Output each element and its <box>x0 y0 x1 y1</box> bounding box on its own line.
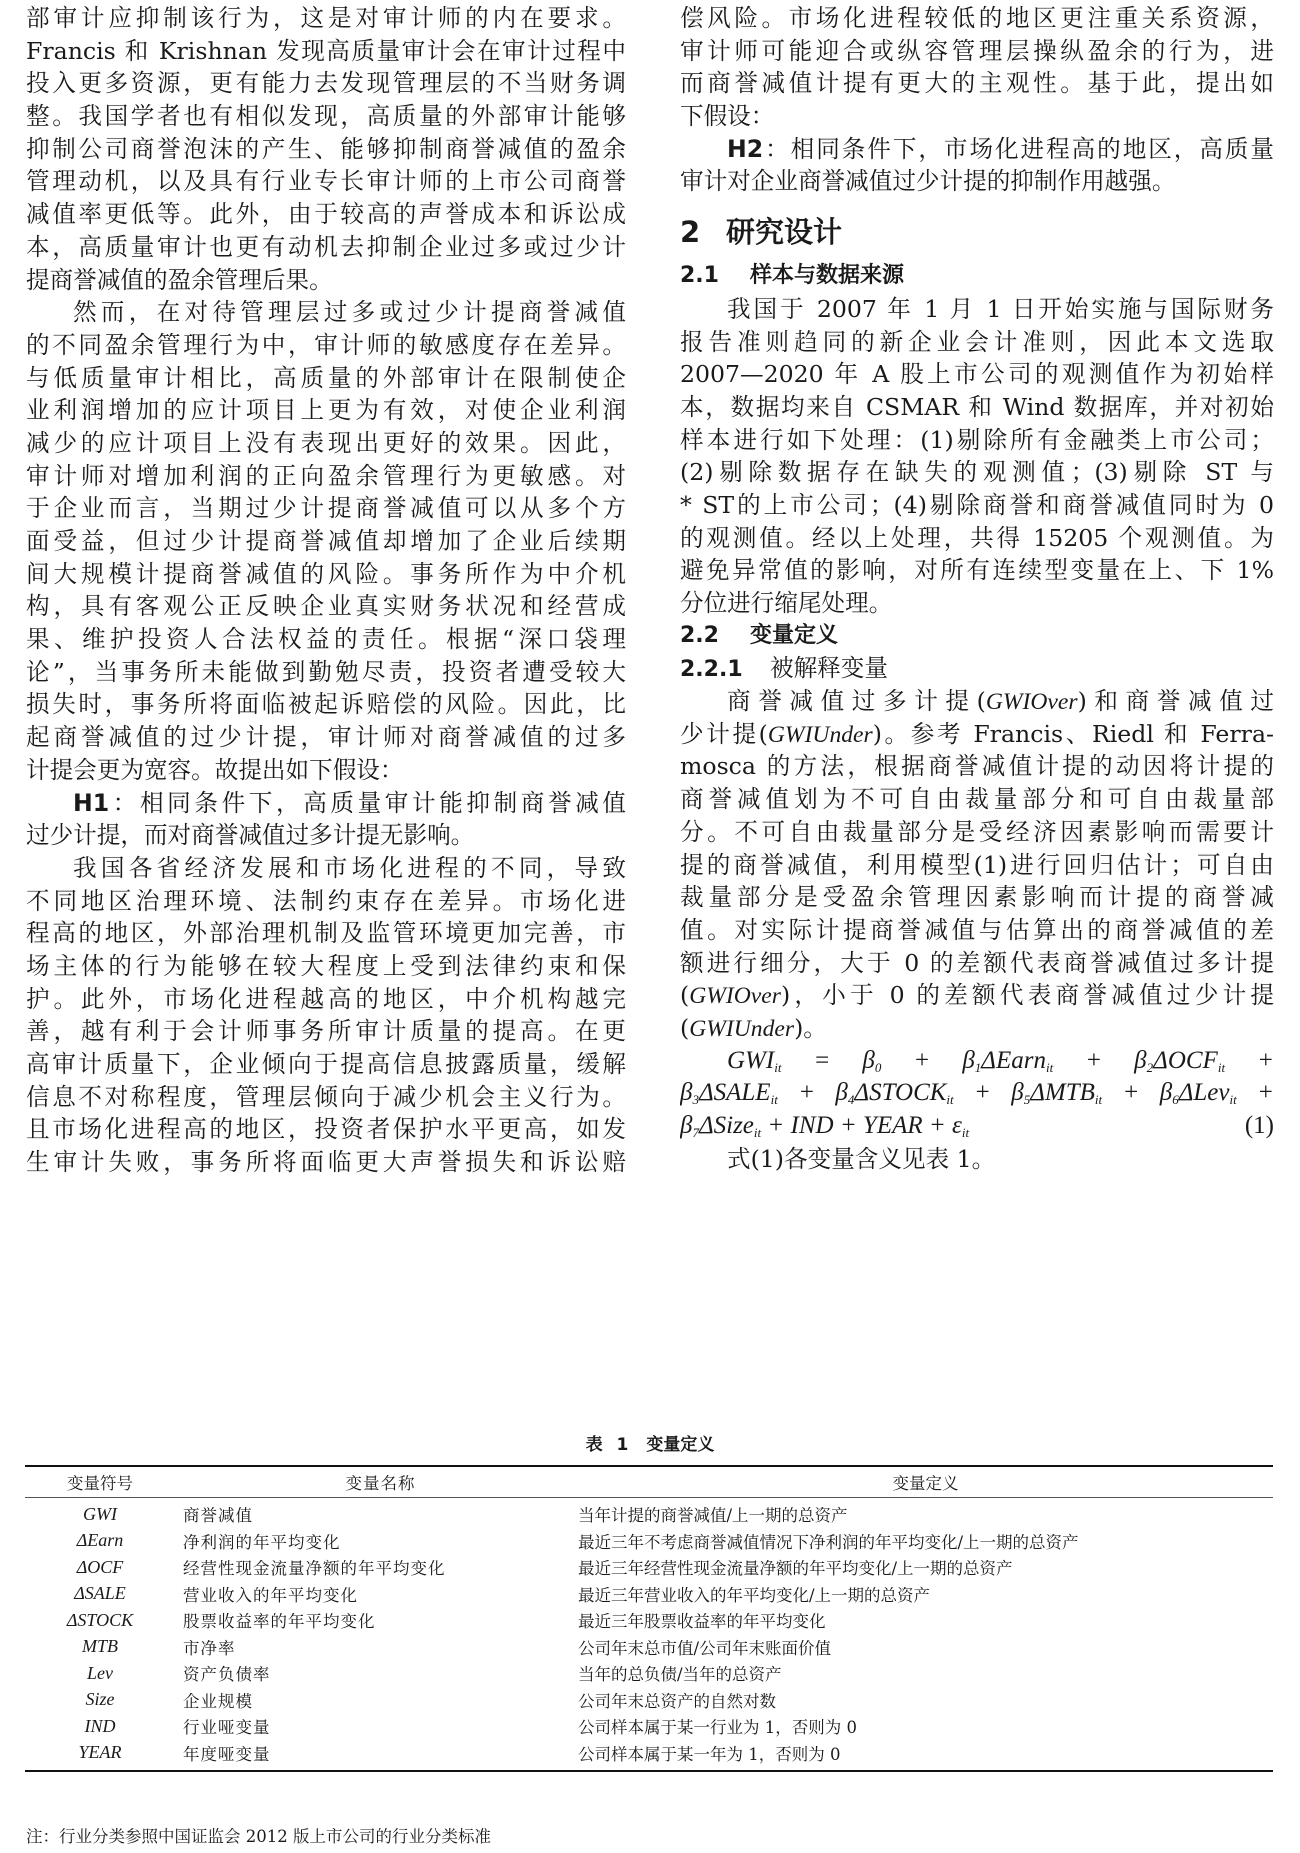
variable-name: GWIUnder <box>767 721 873 748</box>
cell-symbol: Size <box>85 1689 115 1710</box>
section-heading-2: 2 研究设计 <box>680 215 843 250</box>
cell-definition: 最近三年经营性现金流量净额的年平均变化/上一期的总资产 <box>578 1559 1013 1579</box>
text-line: 裁量部分是受盈余管理因素影响而计提的商誉减 <box>680 883 1274 912</box>
table-header-row <box>25 1466 1273 1498</box>
equation-line-1: $GWI_{it} = \beta_0$ + $\beta_1\Delta Earn_{it} + \beta_2\Delta OCF_{it}$ + <box>727 1046 1274 1075</box>
text-line: 过少计提，而对商誉减值过多计提无影响。 <box>26 821 475 850</box>
text-line: 于企业而言，当期过少计提商誉减值可以从多个方 <box>26 494 626 523</box>
cell-symbol: ΔOCF <box>76 1556 124 1577</box>
text-line: 信息不对称程度，管理层倾向于减少机会主义行为。 <box>26 1082 626 1111</box>
cell-name: 经营性现金流量净额的年平均变化 <box>183 1559 446 1579</box>
paragraph-dependent-variable <box>680 685 1274 1045</box>
equation-line-2: $\beta_3\Delta SALE_{it}$ + $\beta_4\Delta STOCK_{it} + \beta_5\Delta MTB_{it} + \beta_6\Delta Lev_{it}$ + <box>680 1079 1274 1108</box>
header-name: 变量名称 <box>345 1474 416 1493</box>
cell-definition: 公司样本属于某一年为 1，否则为 0 <box>578 1744 841 1764</box>
cell-name: 营业收入的年平均变化 <box>183 1585 358 1605</box>
cell-name: 净利润的年平均变化 <box>183 1532 341 1552</box>
text-line: 整。我国学者也有相似发现，高质量的外部审计能够 <box>26 102 626 131</box>
text-line: 生审计失败，事务所将面临更大声誉损失和诉讼赔 <box>26 1148 626 1177</box>
text-line: 面受益，但过少计提商誉减值却增加了企业后续期 <box>26 527 626 555</box>
equation-line-3: $\beta_7\Delta Size_{it}$ + IND + YEAR + $\varepsilon_{it}$ (1) <box>680 1110 1274 1143</box>
text-line: 的不同盈余管理行为中，审计师的敏感度存在差异。 <box>26 330 626 359</box>
cell-definition: 最近三年股票收益率的年平均变化 <box>578 1612 826 1632</box>
text-line: 样本进行如下处理：(1)剔除所有金融类上市公司； <box>680 425 1274 454</box>
hypothesis-label: H2 <box>727 134 764 163</box>
cell-definition: 公司年末总市值/公司年末账面价值 <box>578 1638 832 1658</box>
cell-name: 年度哑变量 <box>183 1744 271 1764</box>
text-line: (GWIOver)，小于 0 的差额代表商誉减值过少计提 <box>680 981 1274 1010</box>
table-row <box>25 1660 1273 1687</box>
text-line: 然而，在对待管理层过多或过少计提商誉减值 <box>73 298 626 327</box>
table-row <box>25 1581 1273 1608</box>
table-row <box>25 1607 1273 1634</box>
text-line: 论”，当事务所未能做到勤勉尽责，投资者遭受较大 <box>26 657 626 686</box>
text-line: 下假设： <box>680 102 775 131</box>
text-line: 果、维护投资人合法权益的责任。根据“深口袋理 <box>26 625 626 654</box>
paragraph-h2-intro <box>680 2 1274 133</box>
cell-definition: 公司年末总资产的自然对数 <box>578 1691 776 1711</box>
section-heading-2-2-1: 2.2.1 被解释变量 <box>680 654 888 683</box>
table-row <box>25 1554 1273 1581</box>
text-line: 程高的地区，外部治理机制及监管环境更加完善，市 <box>26 919 626 948</box>
table-row <box>25 1687 1273 1714</box>
text-line: 本，高质量审计也更有动机去抑制企业过多或过少计 <box>26 232 626 261</box>
cell-symbol: MTB <box>82 1636 118 1657</box>
table-note: 注：行业分类参照中国证监会 2012 版上市公司的行业分类标准 <box>26 1827 491 1846</box>
text-line: 避免异常值的影响，对所有连续型变量在上、下 1% <box>680 556 1274 585</box>
text-line: 本，数据均来自 CSMAR 和 Wind 数据库，并对初始 <box>680 392 1274 421</box>
text-line: 提的商誉减值，利用模型(1)进行回归估计；可自由 <box>680 850 1274 879</box>
text-line: 高审计质量下，企业倾向于提高信息披露质量，缓解 <box>26 1050 626 1078</box>
text-line: * ST的上市公司；(4)剔除商誉和商誉减值同时为 0 <box>680 490 1274 519</box>
text-line: (2)剔除数据存在缺失的观测值；(3)剔除 ST 与 <box>680 458 1274 487</box>
table-row <box>25 1528 1273 1555</box>
cell-definition: 最近三年营业收入的年平均变化/上一期的总资产 <box>578 1585 931 1605</box>
cell-symbol: IND <box>84 1715 116 1736</box>
text-line <box>26 787 626 820</box>
cell-symbol: ΔSALE <box>74 1583 126 1604</box>
table-row <box>25 1740 1273 1772</box>
text-line: 审计师可能迎合或纵容管理层操纵盈余的行为，进 <box>680 36 1274 65</box>
text-line: 分位进行缩尾处理。 <box>680 589 893 617</box>
text-line: 损失时，事务所将面临被起诉赔偿的风险。因此，比 <box>26 690 626 719</box>
header-definition: 变量定义 <box>892 1474 959 1493</box>
text-line: (GWIUnder)。 <box>680 1013 827 1042</box>
variable-definition-table <box>25 1465 1273 1772</box>
hypothesis-text: ：相同条件下，高质量审计能抑制商誉减值 <box>109 788 626 817</box>
text-line: 审计师对增加利润的正向盈余管理行为更敏感。对 <box>26 461 626 490</box>
text-line: 与低质量审计相比，高质量的外部审计在限制使企 <box>26 363 626 392</box>
text-line: 我国各省经济发展和市场化进程的不同，导致 <box>73 853 626 882</box>
text-line: 减少的应计项目上没有表现出更好的效果。因此， <box>26 428 626 457</box>
cell-definition: 当年计提的商誉减值/上一期的总资产 <box>578 1506 848 1526</box>
cell-definition: 公司样本属于某一行业为 1，否则为 0 <box>578 1718 857 1738</box>
cell-definition: 最近三年不考虑商誉减值情况下净利润的年平均变化/上一期的总资产 <box>578 1532 1079 1552</box>
table-caption: 表 1 变量定义 <box>585 1435 715 1455</box>
equation-1 <box>680 1045 1274 1143</box>
text-line: 场主体的行为能够在较大程度上受到法律约束和保 <box>26 951 626 980</box>
cell-name: 市净率 <box>183 1638 236 1658</box>
hypothesis-label: H1 <box>73 788 110 817</box>
cell-name: 股票收益率的年平均变化 <box>183 1612 376 1632</box>
cell-definition: 当年的总负债/当年的总资产 <box>578 1665 782 1685</box>
text-line: 额进行细分，大于 0 的差额代表商誉减值过多计提 <box>680 948 1274 977</box>
text-line: 商誉减值划为不可自由裁量部分和可自由裁量部 <box>680 785 1274 814</box>
right-column <box>680 2 1274 1175</box>
text-line: 管理动机，以及具有行业专长审计师的上市公司商誉 <box>26 167 626 196</box>
equation-note: 式(1)各变量含义见表 1。 <box>727 1144 996 1173</box>
cell-symbol: GWI <box>83 1503 117 1524</box>
left-column <box>26 2 626 1179</box>
text-line: 且市场化进程高的地区，投资者保护水平更高，如发 <box>26 1115 626 1144</box>
table-row <box>25 1713 1273 1740</box>
text-line: 业利润增加的应计项目上更为有效，对使企业利润 <box>26 396 626 425</box>
text-line: 少计提(GWIUnder)。参考 Francis、Riedl 和 Ferra- <box>680 719 1274 748</box>
text-line: 构，具有客观公正反映企业真实财务状况和经营成 <box>26 592 626 621</box>
text-line: 的观测值。经以上处理，共得 15205 个观测值。为 <box>680 523 1274 552</box>
cell-name: 行业哑变量 <box>183 1718 271 1738</box>
section-heading-2-1: 2.1 样本与数据来源 <box>680 263 905 289</box>
hypothesis-h2-cont: 审计对企业商誉减值过少计提的抑制作用越强。 <box>680 167 1176 196</box>
text-line: 部审计应抑制该行为，这是对审计师的内在要求。 <box>26 4 626 32</box>
text-line: 计提会更为宽容。故提出如下假设： <box>26 755 404 784</box>
text-line: 报告准则趋同的新企业会计准则，因此本文选取 <box>680 327 1274 356</box>
text-line: 而商誉减值计提有更大的主观性。基于此，提出如 <box>680 69 1274 98</box>
text-line: 不同地区治理环境、法制约束存在差异。市场化进 <box>26 886 626 915</box>
cell-symbol: ΔEarn <box>76 1530 124 1551</box>
text-line: 减值率更低等。此外，由于较高的声誉成本和诉讼成 <box>26 200 626 229</box>
text-line: 值。对实际计提商誉减值与估算出的商誉减值的差 <box>680 915 1274 944</box>
cell-symbol: ΔSTOCK <box>66 1609 134 1630</box>
cell-name: 商誉减值 <box>183 1506 253 1526</box>
cell-name: 企业规模 <box>183 1691 253 1711</box>
text-line: 偿风险。市场化进程较低的地区更注重关系资源， <box>680 4 1274 32</box>
text-line: 善，越有利于会计师事务所审计质量的提高。在更 <box>26 1017 626 1046</box>
variable-name: GWIOver <box>985 689 1078 716</box>
hypothesis-h2: H2：相同条件下，市场化进程高的地区，高质量 <box>727 134 1274 163</box>
header-symbol: 变量符号 <box>67 1474 133 1493</box>
text-line: 投入更多资源，更有能力去发现管理层的不当财务调 <box>26 69 626 98</box>
text-line: 我国于 2007 年 1 月 1 日开始实施与国际财务 <box>727 294 1274 323</box>
text-line: 护。此外，市场化进程越高的地区，中介机构越完 <box>26 984 626 1013</box>
variable-name: GWIUnder <box>689 1015 795 1042</box>
text-line: mosca 的方法，根据商誉减值计提的动因将计提的 <box>680 752 1274 781</box>
text-line: 起商誉减值的过少计提，审计师对商誉减值的过多 <box>26 723 626 752</box>
text-line: Francis 和 Krishnan 发现高质量审计会在审计过程中 <box>26 36 626 65</box>
variable-name: GWIOver <box>689 983 781 1010</box>
cell-symbol: Lev <box>87 1662 113 1683</box>
text-line: 商誉减值过多计提(GWIOver)和商誉减值过 <box>727 687 1274 716</box>
paragraph-sample <box>680 293 1274 620</box>
text-line: 分。不可自由裁量部分是受经济因素影响而需要计 <box>680 817 1274 846</box>
text-line: 间大规模计提商誉减值的风险。事务所作为中介机 <box>26 559 626 588</box>
text-line: 提商誉减值的盈余管理后果。 <box>26 265 333 294</box>
cell-name: 资产负债率 <box>183 1665 271 1685</box>
table-row <box>25 1634 1273 1661</box>
equation-number: (1) <box>1244 1112 1274 1139</box>
table-row <box>25 1498 1273 1528</box>
text-line: 抑制公司商誉泡沫的产生、能够抑制商誉减值的盈余 <box>26 134 626 163</box>
section-heading-2-2: 2.2 变量定义 <box>680 622 839 648</box>
text-line: 2007—2020 年 A 股上市公司的观测值作为初始样 <box>680 360 1274 389</box>
cell-symbol: YEAR <box>78 1742 122 1763</box>
